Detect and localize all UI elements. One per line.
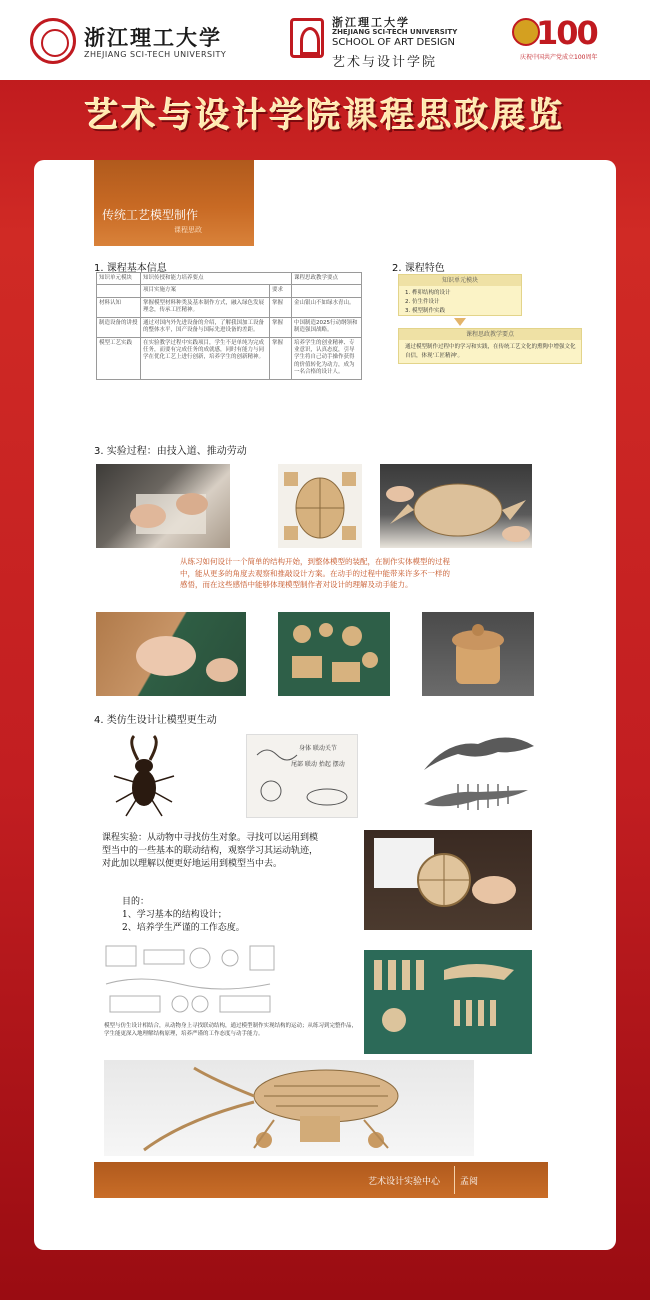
- goal-item: 2、培养学生严谨的工作态度。: [122, 923, 245, 934]
- course-info-table: [96, 272, 362, 380]
- feature-box-title: 课程思政教学要点: [399, 329, 581, 340]
- table-cell: 在实验教学过程中实践项目，学生不是单纯为完成任务，而要有完成任务的成就感，同时有能力与同学在优化工艺上进行创新，培养学生的创新精神。: [141, 337, 270, 379]
- process-caption: 从练习如何设计一个简单的结构开始，到整体模型的装配，在制作实体模型的过程中，能从更多的角度去观察和推敲设计方案。在动手的过程中能带来许多不一样的感悟，而在这些感悟中能够体现模型制作者对设计的理解及动手能力。: [180, 557, 450, 590]
- feature-box-title: 知识单元模块: [399, 275, 521, 286]
- poster-board: [34, 160, 616, 1250]
- section-heading-bionic: 4. 类仿生设计让模型更生动: [94, 715, 217, 726]
- sketch-image: [246, 734, 358, 818]
- parts-sketch-art: [100, 940, 280, 1020]
- table-cell: 材料认知: [97, 297, 141, 317]
- school-logo-line4: 艺术与设计学院: [332, 55, 438, 70]
- course-name-plate: [94, 160, 254, 246]
- feature-box-ideology: [398, 328, 582, 364]
- process-photo-hands-cutting-art: [96, 464, 230, 548]
- table-row: [97, 337, 362, 379]
- school-logo-line1: 浙江理工大学: [332, 16, 410, 29]
- table-cell: 制造设备的讲授: [97, 317, 141, 337]
- process-photo-turtle-model: [380, 464, 532, 548]
- process-photo-turtle-model-art: [380, 464, 532, 548]
- process-photo-cutting-mat: [96, 612, 246, 696]
- table-header-cell: 知识单元模块: [97, 273, 141, 285]
- school-logo: [290, 14, 470, 72]
- sketch-note: 尾部 联动 抬起 摆动: [291, 761, 345, 768]
- process-photo-hands-cutting: [96, 464, 230, 548]
- process-photo-gears-art: [278, 612, 390, 696]
- table-cell: 中国制造2025行动纲领和制造强国战略。: [292, 317, 362, 337]
- table-cell: 掌握: [270, 297, 292, 317]
- table-cell: 通过对国内外先进设备的介绍，了解我国加工设备的整体水平，国产设备与国际先进设备的差距。: [141, 317, 270, 337]
- table-row: [97, 317, 362, 337]
- process-photo-gears: [278, 612, 390, 696]
- feature-box-items: [405, 289, 451, 315]
- feature-item: 1. 榫卯结构的设计: [405, 290, 451, 296]
- table-header-row: [97, 273, 362, 285]
- process-photo-fish-parts: [364, 950, 532, 1054]
- centenary-number: 100: [536, 14, 597, 52]
- process-photo-gear-wheel: [364, 830, 532, 930]
- goal-item: 1、学习基本的结构设计；: [122, 910, 227, 921]
- feature-item: 3. 模型制作实践: [405, 307, 445, 314]
- table-cell: 金山银山不如绿水青山。: [292, 297, 362, 317]
- process-photo-round-model-art: [422, 612, 534, 696]
- bionic-caption: 模型与仿生设计相结合，从动物身上寻找联动结构，通过模型制作实现结构的运动；从练习到完整作品，学生能更深入地理解结构原理，培养严谨的工作态度与动手能力。: [104, 1023, 358, 1038]
- school-mark-icon: [290, 18, 324, 58]
- page-title: 艺术与设计学院课程思政展览: [84, 96, 566, 136]
- course-name: 传统工艺模型制作: [102, 208, 199, 222]
- footer-center-name: 艺术设计实验中心: [368, 1177, 441, 1187]
- header-band: [0, 0, 650, 80]
- stag-beetle-image: [104, 732, 184, 820]
- centenary-caption: 庆祝中国共产党成立100周年: [520, 54, 598, 61]
- process-photo-turtle-parts: [278, 464, 362, 548]
- bionic-goals: [122, 896, 322, 935]
- footer-bar: [94, 1162, 548, 1198]
- beetle-model-photo-art: [104, 1060, 474, 1156]
- table-header-cell: 课程思政教学要点: [292, 273, 362, 285]
- section-heading-basic-info: 1. 课程基本信息: [94, 263, 167, 274]
- section-heading-process: 3. 实验过程：由技入道、推动劳动: [94, 446, 247, 457]
- table-row: [97, 297, 362, 317]
- centenary-logo: [512, 12, 632, 72]
- table-subheader-row: [97, 285, 362, 297]
- footer-divider: [454, 1166, 455, 1194]
- university-name-cn: 浙江理工大学: [84, 25, 222, 50]
- process-photo-cutting-mat-art: [96, 612, 246, 696]
- table-subheader-cell: 项目实施方案: [141, 285, 270, 297]
- stag-beetle-art: [104, 732, 184, 820]
- parts-sketch-image: [100, 940, 280, 1020]
- bionic-fish-models-art: [418, 720, 538, 824]
- table-subheader-cell: 要求: [270, 285, 292, 297]
- school-logo-line2: ZHEJIANG SCI-TECH UNIVERSITY: [332, 28, 458, 36]
- feature-item: 2. 仿生件设计: [405, 298, 440, 305]
- beetle-model-photo: [104, 1060, 474, 1156]
- course-tag: 课程思政: [174, 226, 202, 234]
- table-cell: 模型工艺实践: [97, 337, 141, 379]
- university-logo: [30, 18, 240, 66]
- table-header-cell: 知识传授和能力培养要点: [141, 273, 292, 285]
- process-photo-gear-wheel-art: [364, 830, 532, 930]
- section-heading-features: 2. 课程特色: [392, 263, 445, 274]
- process-photo-fish-parts-art: [364, 950, 532, 1054]
- university-name-en: ZHEJIANG SCI-TECH UNIVERSITY: [84, 50, 227, 59]
- table-cell: 培养学生的创业精神、专业意识，认真态度，引导学生将自己动手操作获得的价值转化为动力，成为一名合格的设计人。: [292, 337, 362, 379]
- process-photo-turtle-parts-art: [278, 464, 362, 548]
- school-logo-line3: SCHOOL OF ART DESIGN: [332, 37, 456, 48]
- goal-label: 目的：: [122, 897, 150, 907]
- feature-box-text: 通过模型制作过程中的学习和实践，在传统工艺文化的熏陶中增强文化自信，体现'工匠精神'。: [405, 344, 576, 359]
- table-cell: 掌握: [270, 317, 292, 337]
- feature-box-modules: [398, 274, 522, 316]
- bionic-description: 课程实验：从动物中寻找仿生对象。寻找可以运用到模型当中的一些基本的联动结构，观察学习其运动轨迹，对此加以理解以便更好地运用到模型当中去。: [102, 833, 319, 870]
- university-seal-icon: [30, 18, 76, 64]
- table-cell: 掌握模型材料种类及基本制作方式，融入绿色发展理念，传承工匠精神。: [141, 297, 270, 317]
- bionic-fish-models: [418, 720, 538, 824]
- sketch-note: 身体 联动关节: [299, 745, 337, 752]
- down-arrow-icon: [454, 318, 466, 326]
- process-photo-round-model: [422, 612, 534, 696]
- footer-person-name: 孟阅: [460, 1177, 479, 1187]
- table-cell: 掌握: [270, 337, 292, 379]
